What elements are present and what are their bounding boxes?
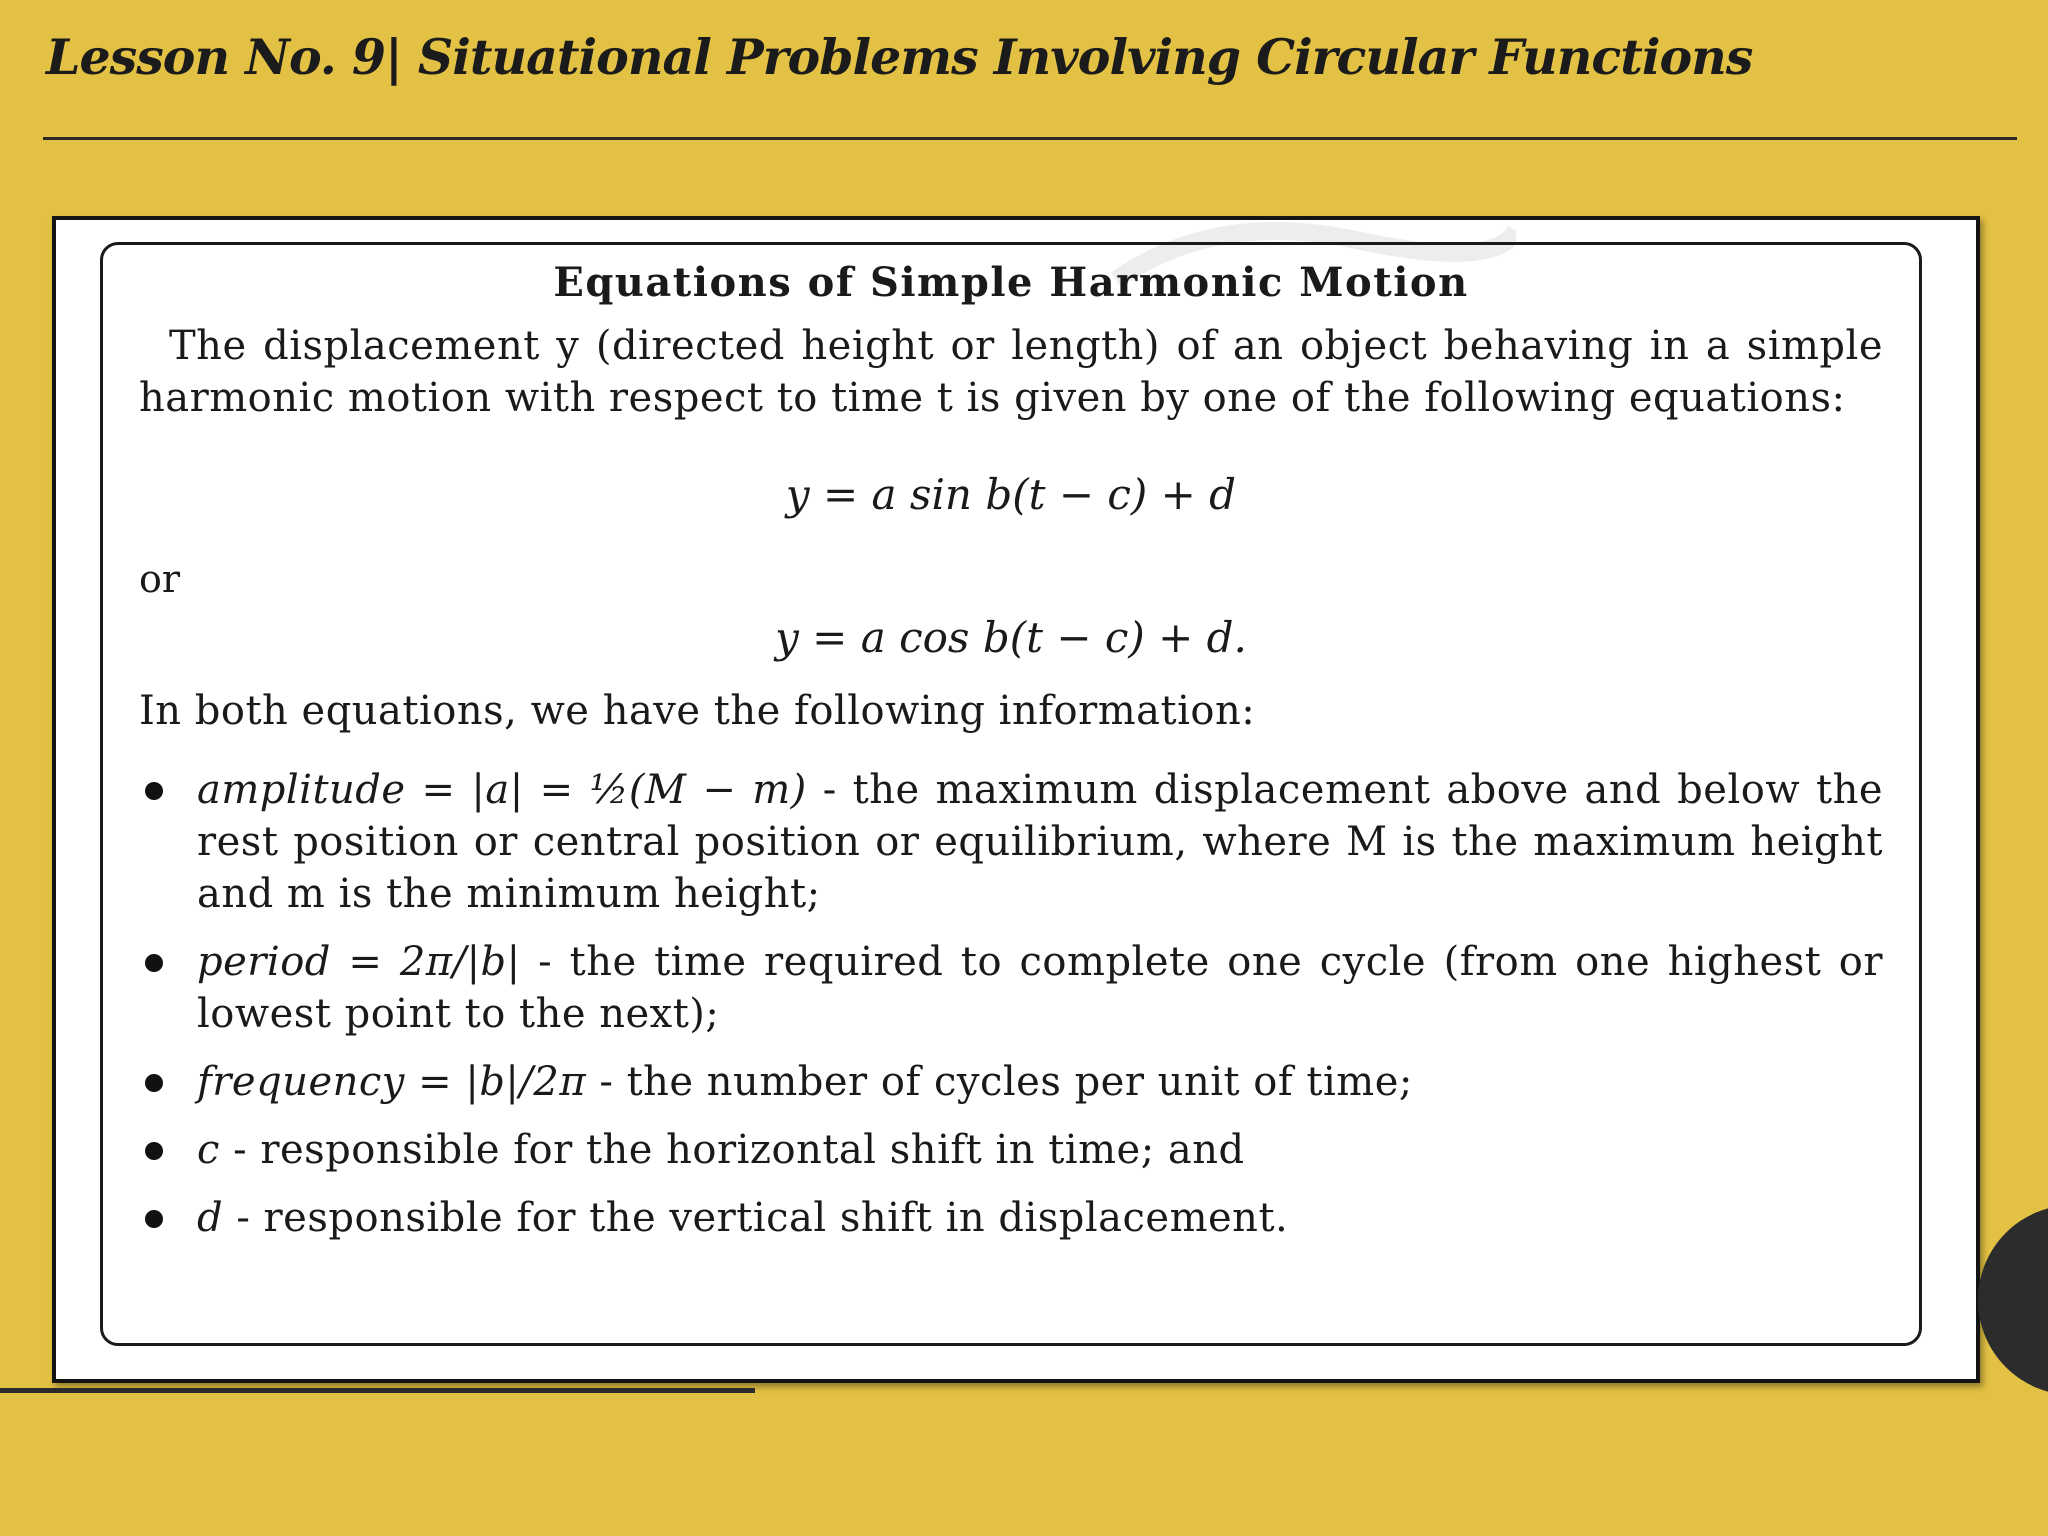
bullet-icon [145, 954, 163, 972]
or-label: or [139, 557, 181, 601]
list-item-period [139, 936, 1883, 1040]
definition-box [100, 242, 1922, 1346]
info-intro: In both equations, we have the following information: [139, 688, 1256, 734]
bullet-icon [145, 1074, 163, 1092]
c-variable: c [197, 1127, 220, 1173]
list-item-d [139, 1192, 1883, 1244]
content-frame [52, 216, 1980, 1383]
list-item-frequency [139, 1056, 1883, 1108]
frequency-expression: frequency = |b|/2π [197, 1059, 587, 1105]
amplitude-description: - the maximum displacement above and below the rest position or central position or equilibrium, where M is the maximum height and m is the minimum height; [197, 767, 1883, 917]
property-list [139, 764, 1883, 1244]
title-divider [43, 137, 2017, 140]
intro-paragraph: The displacement y (directed height or length) of an object behaving in a simple harmonic motion with respect to time t is given by one of the following equations: [139, 323, 1883, 421]
amplitude-expression: amplitude = |a| = ½(M − m) [197, 767, 807, 813]
list-item-amplitude [139, 764, 1883, 920]
bullet-icon [145, 1210, 163, 1228]
bullet-icon [145, 1142, 163, 1160]
bullet-icon [145, 782, 163, 800]
d-description: - responsible for the vertical shift in displacement. [223, 1195, 1289, 1241]
d-variable: d [197, 1195, 224, 1241]
box-heading: Equations of Simple Harmonic Motion [553, 259, 1469, 306]
c-description: - responsible for the horizontal shift in time; and [219, 1127, 1245, 1173]
frequency-description: - the number of cycles per unit of time; [586, 1059, 1413, 1105]
bottom-divider [0, 1388, 755, 1393]
page-title: Lesson No. 9| Situational Problems Involving Circular Functions [46, 28, 1753, 86]
sine-equation: y = a sin b(t − c) + d [785, 470, 1237, 519]
cosine-equation: y = a cos b(t − c) + d. [775, 613, 1247, 662]
decorative-circle [1978, 1205, 2048, 1395]
period-description: - the time required to complete one cycle (from one highest or lowest point to the next); [197, 939, 1883, 1037]
period-expression: period = 2π/|b| [197, 939, 521, 985]
list-item-c [139, 1124, 1883, 1176]
